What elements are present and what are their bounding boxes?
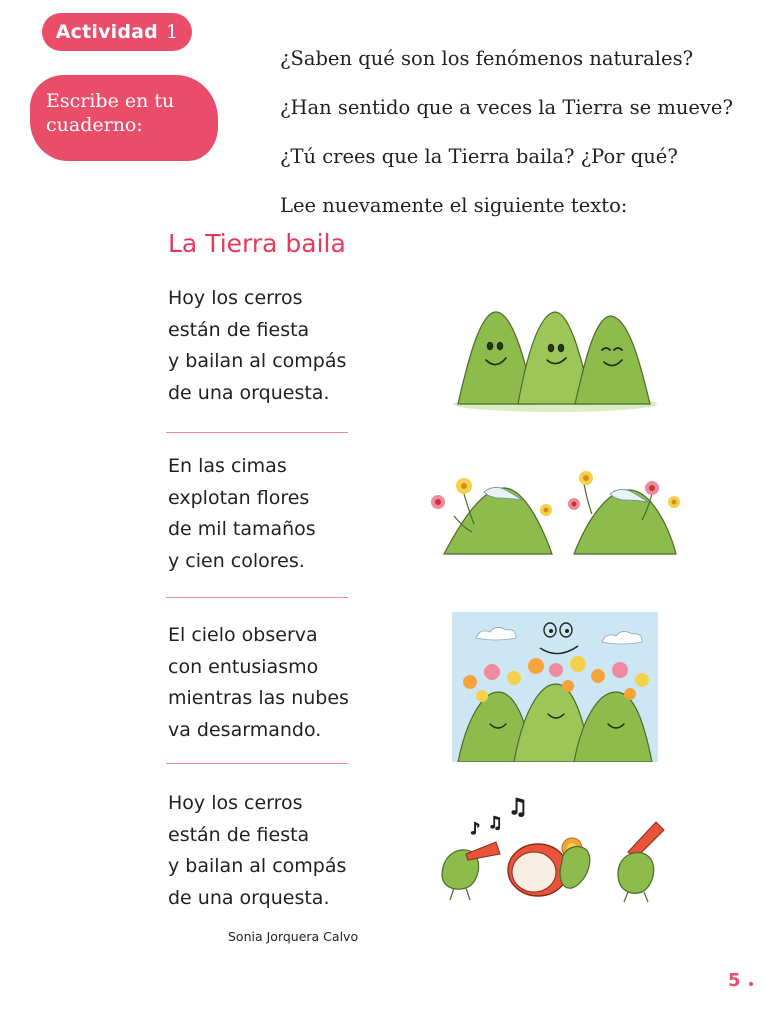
stanza-line: de una orquesta. [168, 886, 330, 909]
stanza-line: de una orquesta. [168, 381, 330, 404]
activity-badge [42, 13, 192, 51]
stanza-line: El cielo observa [168, 624, 318, 646]
instruction-line-1: Escribe en tu [46, 90, 175, 112]
question-2: ¿Han sentido que a veces la Tierra se mueve? [280, 96, 733, 119]
question-3: ¿Tú crees que la Tierra baila? ¿Por qué? [280, 145, 678, 168]
stanza-line: con entusiasmo [168, 655, 319, 678]
stanza-divider [166, 763, 348, 764]
stanza-2 [168, 451, 316, 577]
smiling-hills-illustration [450, 300, 660, 412]
activity-label: Actividad [55, 21, 158, 43]
hills-with-flowers-illustration [424, 466, 686, 558]
stanza-1 [168, 283, 346, 409]
instruction-line-2: cuaderno: [46, 114, 143, 136]
stanza-divider [166, 597, 348, 598]
sky-watching-flowering-hills-illustration [452, 612, 658, 762]
svg-text:♫: ♫ [508, 795, 528, 820]
page-number-dot [749, 982, 753, 986]
stanza-line: Hoy los cerros [168, 287, 303, 309]
stanza-line: y cien colores. [168, 549, 305, 572]
stanza-3 [168, 620, 349, 746]
stanza-line: va desarmando. [168, 718, 322, 741]
poem-author: Sonia Jorquera Calvo [228, 929, 359, 944]
stanza-line: están de fiesta [168, 823, 310, 846]
svg-text:♫: ♫ [488, 813, 503, 832]
activity-number: 1 [166, 21, 179, 43]
stanza-line: explotan flores [168, 486, 310, 509]
page-number: 5 [728, 970, 741, 991]
instruction-box [30, 75, 218, 161]
stanza-line: y bailan al compás [168, 350, 347, 372]
question-1: ¿Saben qué son los fenómenos naturales? [280, 47, 694, 70]
svg-text:♪: ♪ [470, 819, 481, 838]
poem-title: La Tierra baila [168, 229, 346, 258]
stanza-divider [166, 432, 348, 433]
stanza-line: y bailan al compás [168, 855, 347, 877]
stanza-line: Hoy los cerros [168, 792, 303, 814]
orchestra-musicians-illustration [432, 792, 680, 904]
stanza-line: mientras las nubes [168, 687, 349, 709]
reading-instruction: Lee nuevamente el siguiente texto: [280, 194, 628, 217]
stanza-line: En las cimas [168, 455, 287, 477]
stanza-line: están de fiesta [168, 318, 310, 341]
stanza-4 [168, 788, 346, 914]
question-list [280, 44, 733, 240]
stanza-line: de mil tamaños [168, 518, 316, 540]
